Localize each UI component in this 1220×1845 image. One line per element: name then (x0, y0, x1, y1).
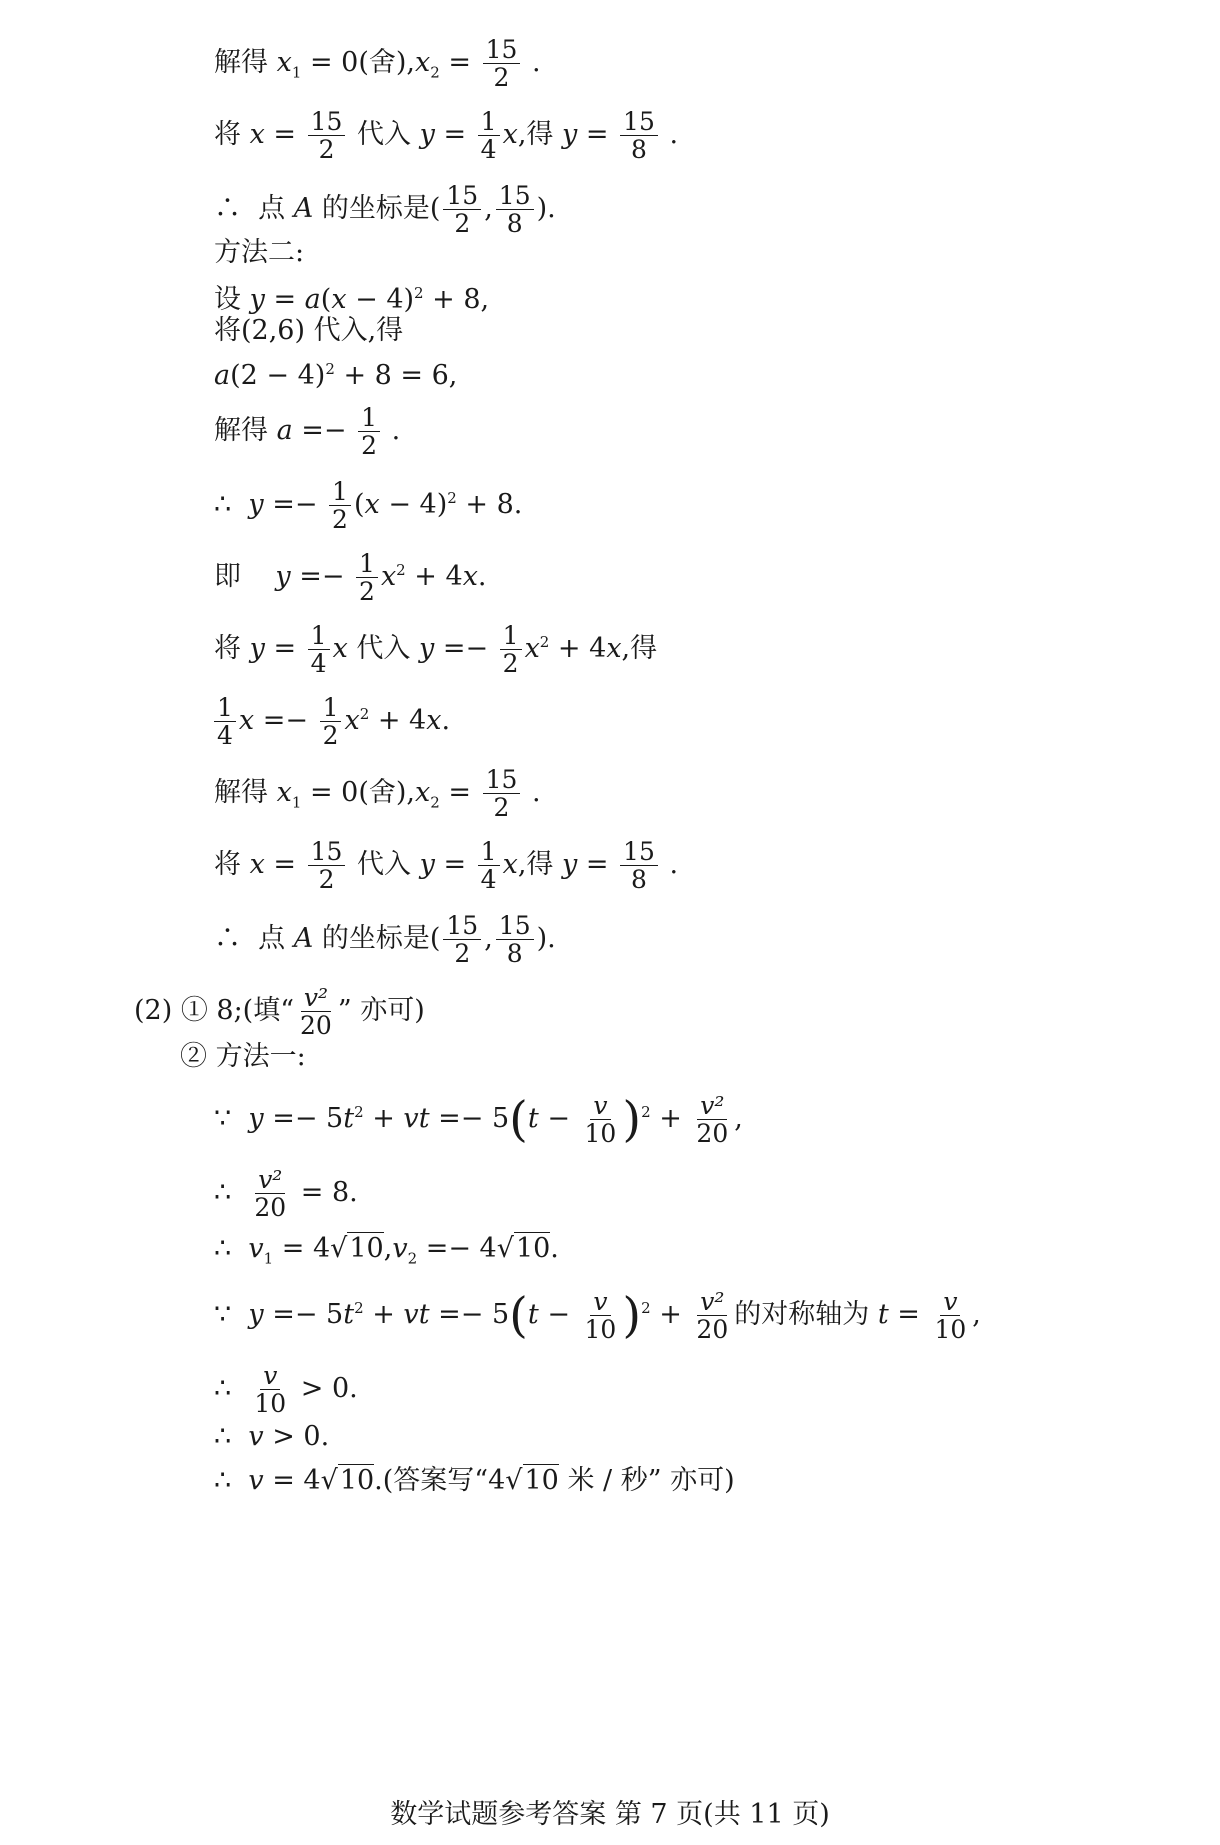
page-footer: 数学试题参考答案 第 7 页(共 11 页) (390, 1799, 830, 1830)
line-max-equals-8: ∴ $\frac{\text{v²}}{20}$ = 8. (214, 1165, 358, 1222)
heading-method-two: 方法二: (214, 237, 305, 268)
line-point-a: ∴ 点 A 的坐标是( $\frac{15}{2}$ , $\frac{15}{8}$ ). (214, 181, 556, 238)
line-final-answer: ∴ v = 4√10.(答案写“4√10 米 / 秒” 亦可) (214, 1465, 735, 1496)
line-substitute-x-2: 将 x = $\frac{15}{2}$ 代入 y = $\frac{1}{4}$ x,得 y = $\frac{15}{8}$ . (214, 837, 679, 894)
heading-method-one: ② 方法一: (180, 1041, 306, 1072)
line-standard-form: 即 y =− $\frac{1}{2}$ $x^2 + 4x$. (214, 549, 487, 606)
line-solve-x: 解得 $x_1 = 0$(舍)$,x_2$ = $\frac{15}{2}$ . (214, 35, 541, 92)
line-part-2-answer: (2) ① 8;(填“ $\frac{\text{v²}}{20}$ ” 亦可) (134, 983, 425, 1040)
line-intersection-equation: $\frac{1}{4}$ x =− $\frac{1}{2}$ $x^2 + 4x$. (214, 694, 450, 749)
line-solve-a: 解得 a =− $\frac{1}{2}$ . (214, 403, 401, 460)
line-substitute-y: 将 y = $\frac{1}{4}$ x 代入 y =− $\frac{1}{2}$ $x^2 + 4x$,得 (214, 621, 658, 678)
line-set-y: 设 $y = a(x - 4)^2 + 8$, (214, 284, 490, 315)
fraction: $\frac{15}{2}$ (483, 36, 521, 91)
line-solve-x-2: 解得 $x_1 = 0$(舍)$,x_2$ = $\frac{15}{2}$ . (214, 765, 541, 822)
line-complete-square: ∵ $y =- 5t^2$ + vt =− 5(t − $\frac{v}{10}$ )$^2$ + $\frac{\text{v²}}{20}$ , (214, 1091, 743, 1148)
line-v-positive: ∴ v > 0. (214, 1421, 330, 1452)
line-point-a-2: ∴ 点 A 的坐标是( $\frac{15}{2}$ , $\frac{15}{8}$ ). (214, 911, 556, 968)
line-v-roots: ∴ $v_1 = 4√10,v_2 =- 4√10$. (214, 1233, 559, 1268)
line-substitute-point: 将(2,6) 代入,得 (214, 315, 404, 346)
line-substitute-x: 将 x = $\frac{15}{2}$ 代入 y = $\frac{1}{4}$ x,得 y = $\frac{15}{8}$ . (214, 107, 679, 164)
line-equation-a: $a(2 - 4)^2 + 8 = 6$, (214, 360, 458, 391)
line-axis-positive: ∴ $\frac{v}{10}$ > 0. (214, 1361, 358, 1418)
line-vertex-form: ∴ y =− $\frac{1}{2}$ $(x - 4)^2 + 8$. (214, 477, 523, 534)
line-axis-of-symmetry: ∵ $y =- 5t^2$ + vt =− 5(t − $\frac{v}{10}$ )$^2$ + $\frac{\text{v²}}{20}$ 的对称轴为 t = $\frac{v}{10}$ , (214, 1287, 981, 1344)
